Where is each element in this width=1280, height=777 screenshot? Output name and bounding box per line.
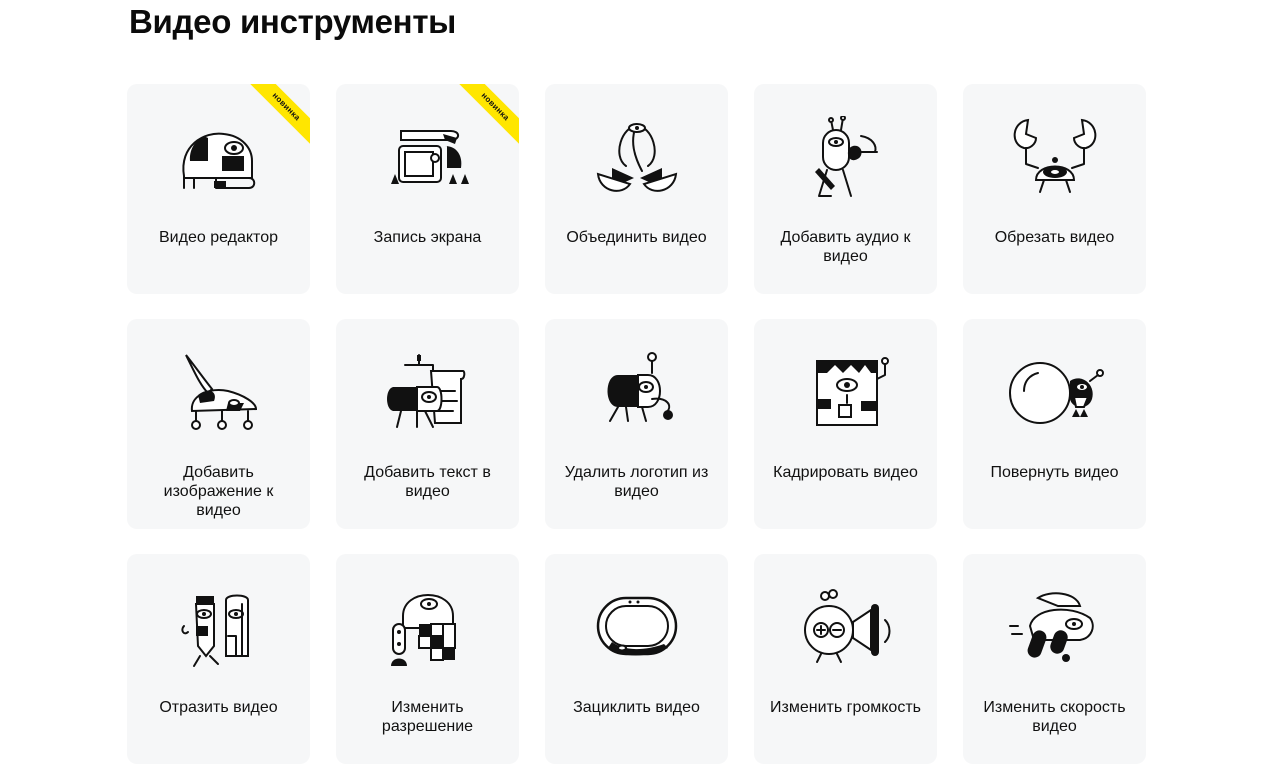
tool-label: Изменить скорость видео bbox=[983, 699, 1126, 735]
painter-creature-icon bbox=[164, 351, 274, 441]
tool-card-volume[interactable] bbox=[754, 554, 937, 764]
tool-label: Добавить аудио к видео bbox=[780, 229, 911, 265]
tool-label: Добавить текст в видео bbox=[364, 464, 491, 500]
new-badge: новинка bbox=[244, 84, 310, 149]
robot-checker-icon bbox=[373, 586, 483, 676]
tool-card-add-text[interactable] bbox=[336, 319, 519, 529]
tool-card-crop[interactable] bbox=[754, 319, 937, 529]
crab-icon bbox=[1000, 116, 1110, 206]
violin-player-icon bbox=[791, 116, 901, 206]
speed-runner-icon bbox=[1000, 586, 1110, 676]
pill-creature-icon bbox=[582, 351, 692, 441]
tool-label: Обрезать видео bbox=[994, 229, 1115, 246]
chameleon-icon bbox=[164, 116, 274, 206]
tool-label: Видео редактор bbox=[159, 229, 278, 246]
tool-card-add-image[interactable] bbox=[127, 319, 310, 529]
scroll-reader-icon bbox=[373, 351, 483, 441]
tool-label: Удалить логотип из видео bbox=[564, 464, 709, 500]
page-title: Видео инструменты bbox=[129, 3, 457, 40]
square-face-icon bbox=[791, 351, 901, 441]
tool-card-merge[interactable] bbox=[545, 84, 728, 294]
tools-grid bbox=[127, 84, 1146, 764]
tool-label: Запись экрана bbox=[373, 229, 482, 246]
tool-card-loop[interactable] bbox=[545, 554, 728, 764]
tool-card-flip[interactable] bbox=[127, 554, 310, 764]
tool-label: Повернуть видео bbox=[990, 464, 1119, 481]
tool-label: Добавить изображение к видео bbox=[163, 464, 274, 519]
tool-label: Зациклить видео bbox=[573, 699, 700, 716]
new-badge: новинка bbox=[453, 84, 519, 149]
tool-card-remove-logo[interactable] bbox=[545, 319, 728, 529]
tool-label: Отразить видео bbox=[159, 699, 278, 716]
tool-card-resolution[interactable] bbox=[336, 554, 519, 764]
tool-card-video-editor[interactable] bbox=[127, 84, 310, 294]
tool-label: Кадрировать видео bbox=[773, 464, 918, 481]
tool-card-rotate[interactable] bbox=[963, 319, 1146, 529]
tool-card-screen-record[interactable] bbox=[336, 84, 519, 294]
flamingos-icon bbox=[582, 116, 692, 206]
ball-bird-icon bbox=[1000, 351, 1110, 441]
loop-snake-icon bbox=[582, 586, 692, 676]
volume-horn-icon bbox=[791, 586, 901, 676]
camera-creature-icon bbox=[373, 116, 483, 206]
tool-label: Изменить разрешение bbox=[381, 699, 474, 735]
mirror-faces-icon bbox=[164, 586, 274, 676]
tool-card-add-audio[interactable] bbox=[754, 84, 937, 294]
tool-label: Объединить видео bbox=[566, 229, 707, 246]
tool-card-trim[interactable] bbox=[963, 84, 1146, 294]
tool-card-speed[interactable] bbox=[963, 554, 1146, 764]
tool-label: Изменить громкость bbox=[770, 699, 921, 716]
